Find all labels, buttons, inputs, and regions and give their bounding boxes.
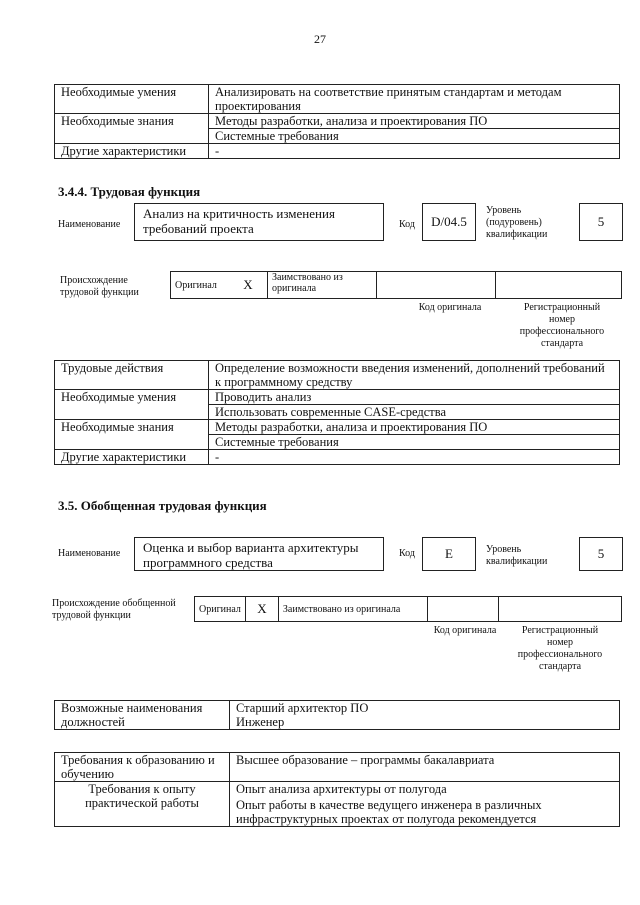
table-row-value: -	[209, 144, 620, 159]
original-label: Оригинал	[171, 272, 230, 299]
borrowed-label: Заимствовано из оригинала	[278, 597, 427, 622]
section-heading-35: 3.5. Обобщенная трудовая функция	[58, 498, 267, 513]
requirements-table	[54, 752, 620, 827]
function-name-box: Анализ на критичность изменения требований проекта	[134, 203, 384, 241]
reg-number-label: Регистрационный номер профессионального стандарта	[517, 625, 603, 672]
original-mark: X	[229, 272, 268, 299]
table-row-value: Анализировать на соответствие принятым стандартам и методам проектирования	[209, 85, 620, 114]
position-item: Инженер	[230, 715, 620, 730]
origin-label: Происхождение трудовой функции	[60, 275, 139, 298]
code-box: D/04.5	[422, 203, 476, 241]
table-row-label: Другие характеристики	[55, 450, 209, 465]
level-box: 5	[579, 537, 623, 571]
function-name-box: Оценка и выбор варианта архитектуры программного средства	[134, 537, 384, 571]
name-label: Наименование	[58, 548, 121, 559]
table-row-label: Трудовые действия	[55, 361, 209, 390]
code-box: E	[422, 537, 476, 571]
table-row-value: Методы разработки, анализа и проектирования ПО	[209, 420, 620, 435]
table-row-label: Требования к образованию и обучению	[55, 753, 230, 782]
table-row-label: Необходимые знания	[55, 420, 209, 435]
table-row-value: Методы разработки, анализа и проектирования ПО	[209, 114, 620, 129]
table-row-value: Высшее образование – программы бакалавриата	[230, 753, 620, 782]
code-label: Код	[399, 548, 415, 559]
level-label: Уровень (подуровень) квалификации	[486, 205, 548, 240]
table-row-label: Другие характеристики	[55, 144, 209, 159]
origin-label: Происхождение обобщенной трудовой функции	[52, 598, 176, 621]
table-row-value: Определение возможности введения изменений, дополнений требований к программному средству	[209, 361, 620, 390]
table-row-value: -	[209, 450, 620, 465]
positions-table	[54, 700, 620, 730]
table-row-label: Необходимые знания	[55, 114, 209, 129]
table-row-value: Проводить анализ	[209, 390, 620, 405]
reg-number-label: Регистрационный номер профессионального стандарта	[519, 302, 605, 349]
table-row-value: Опыт работы в качестве ведущего инженера в различных инфраструктурных проектах от полугода рекомендуется	[236, 798, 542, 826]
original-mark: X	[245, 597, 278, 622]
origin-table	[194, 596, 622, 622]
table-row-label: Необходимые умения	[55, 85, 209, 114]
level-label: Уровень квалификации	[486, 544, 548, 567]
top-competency-table	[54, 84, 620, 159]
table-row-value: Системные требования	[209, 435, 620, 450]
table-row-value: Использовать современные CASE-средства	[209, 405, 620, 420]
position-item: Старший архитектор ПО	[230, 701, 620, 716]
origin-table	[170, 271, 622, 299]
page-number: 27	[314, 32, 326, 46]
original-label: Оригинал	[195, 597, 246, 622]
code-original-label: Код оригинала	[418, 302, 482, 313]
positions-label: Возможные наименования должностей	[55, 701, 230, 730]
borrowed-label: Заимствовано из оригинала	[268, 272, 377, 299]
table-row-label: Необходимые умения	[55, 390, 209, 405]
name-label: Наименование	[58, 219, 121, 230]
code-label: Код	[399, 219, 415, 230]
section-heading-344: 3.4.4. Трудовая функция	[58, 184, 201, 199]
level-box: 5	[579, 203, 623, 241]
table-row-value: Опыт анализа архитектуры от полугода	[236, 782, 447, 796]
table-row-label: Требования к опыту практической работы	[55, 782, 230, 827]
labor-function-table	[54, 360, 620, 465]
table-row-value: Системные требования	[209, 129, 620, 144]
code-original-label: Код оригинала	[433, 625, 497, 636]
